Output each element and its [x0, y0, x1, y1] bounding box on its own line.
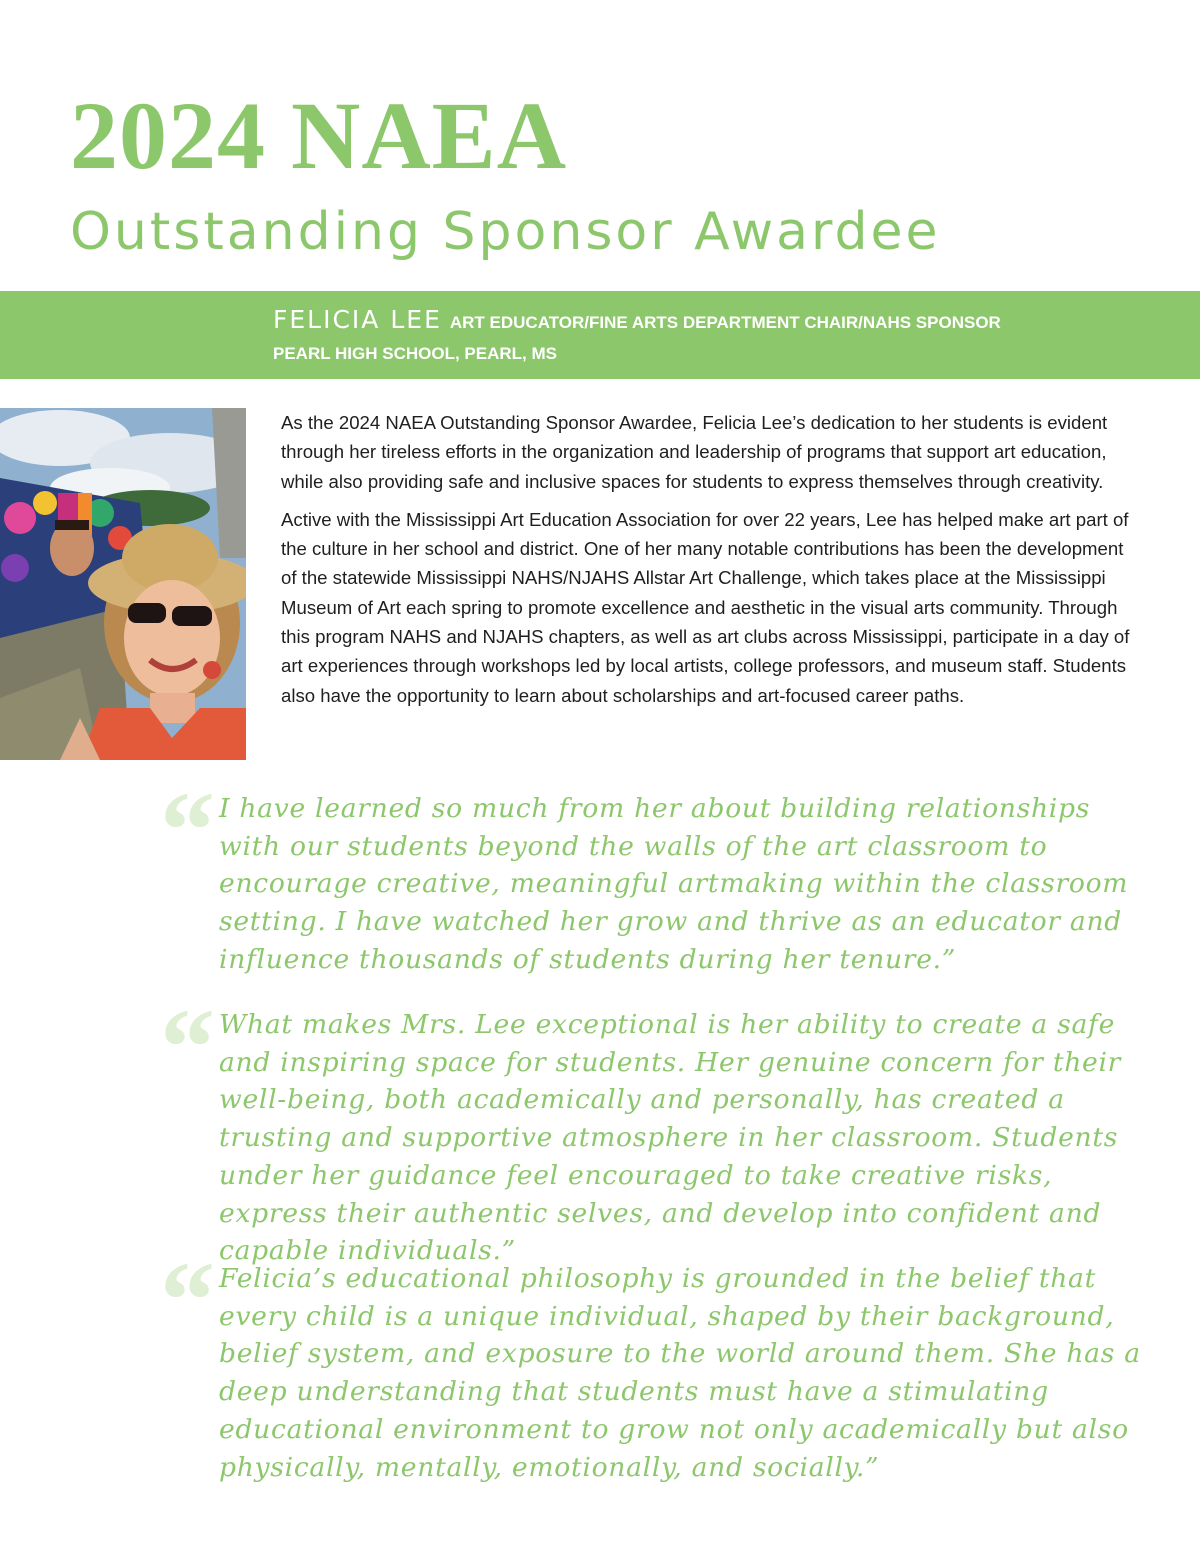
quote-mark-icon: “	[160, 986, 215, 1108]
awardee-heading	[273, 305, 1001, 334]
bio-text	[281, 408, 1141, 719]
page-title: 2024 NAEA	[70, 82, 568, 189]
page-subtitle: Outstanding Sponsor Awardee	[70, 202, 941, 262]
awardee-photo	[0, 408, 246, 760]
bio-paragraph: As the 2024 NAEA Outstanding Sponsor Awardee, Felicia Lee’s dedication to her students is evident through her tireless efforts in the organization and leadership of programs that support art education, while also providing safe and inclusive spaces for students to express themselves through creativity.	[281, 412, 1108, 492]
testimonial-quote: I have learned so much from her about building relationships with our students beyond the walls of the art classroom to encourage creative, meaningful artmaking within the classroom setting. I have watched her grow and thrive as an educator and influence thousands of students during her tenure.”	[219, 793, 1129, 975]
testimonial-quote: Felicia’s educational philosophy is grounded in the belief that every child is a unique individual, shaped by their background, belief system, and exposure to the world around them. She has a deep understanding that students must have a stimulating educational environment to grow not only academically but also physically, mentally, emotionally, and socially.”	[219, 1263, 1141, 1483]
awardee-role: ART EDUCATOR/FINE ARTS DEPARTMENT CHAIR/NAHS SPONSOR	[449, 313, 1001, 332]
awardee-banner	[0, 291, 1200, 379]
quote-mark-icon: “	[160, 1239, 215, 1361]
testimonial-quote: What makes Mrs. Lee exceptional is her ability to create a safe and inspiring space for students. Her genuine concern for their well-being, both academically and personally, has created a trusting and supportive atmosphere in her classroom. Students under her guidance feel encouraged to take creative risks, express their authentic selves, and develop into confident and capable individuals.”	[219, 1009, 1122, 1267]
bio-paragraph: Active with the Mississippi Art Education Association for over 22 years, Lee has helped make art part of the culture in her school and district. One of her many notable contributions has been the development of the statewide Mississippi NAHS/NJAHS Allstar Art Challenge, which takes place at the Mississippi Museum of Art each spring to promote excellence and aesthetic in the visual arts community. Through this program NAHS and NJAHS chapters, as well as art clubs across Mississippi, participate in a day of art experiences through workshops led by local artists, college professors, and museum staff. Students also have the opportunity to learn about scholarships and art-focused career paths.	[281, 508, 1130, 706]
quote-mark-icon: “	[160, 769, 215, 891]
awardee-school: PEARL HIGH SCHOOL, PEARL, MS	[273, 344, 557, 363]
awardee-name: FELICIA LEE	[273, 305, 442, 334]
